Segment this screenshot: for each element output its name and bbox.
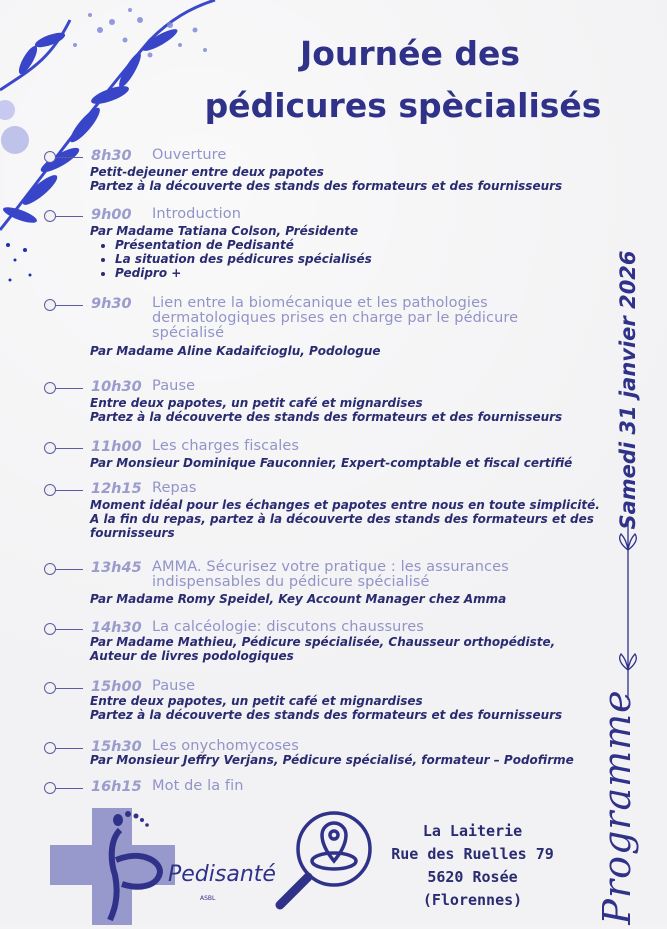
timeline-dot bbox=[44, 782, 56, 794]
item-time: 13h45 bbox=[91, 560, 142, 576]
item-line: Par Madame Aline Kadaifcioglu, Podologue bbox=[90, 344, 381, 358]
item-title: Lien entre la biomécanique et les pathologies dermatologiques prises en charge par le pédicure spécialisé bbox=[152, 295, 519, 341]
item-body bbox=[90, 592, 506, 606]
item-line: Moment idéal pour les échanges et papotes entre nous en toute simplicité. bbox=[90, 498, 600, 512]
bullet-item: • La situation des pédicures spécialisés bbox=[115, 252, 372, 266]
venue-region: (Florennes) bbox=[422, 891, 523, 909]
location-search-icon bbox=[268, 805, 380, 917]
item-time: 15h30 bbox=[91, 739, 142, 755]
logo-name: Pedisanté bbox=[168, 862, 276, 887]
item-title: Mot de la fin bbox=[152, 778, 244, 794]
venue-street: Rue des Ruelles 79 bbox=[391, 845, 554, 863]
item-title: La calcéologie: discutons chaussures bbox=[152, 619, 424, 635]
item-body bbox=[90, 694, 562, 722]
item-line: Par Monsieur Jeffry Verjans, Pédicure spécialisé, formateur – Podofirme bbox=[90, 753, 574, 767]
logo-subtitle: ASBL bbox=[200, 895, 216, 902]
item-body bbox=[90, 635, 555, 663]
timeline-dot bbox=[44, 623, 56, 635]
timeline-dot bbox=[44, 563, 56, 575]
item-body bbox=[90, 224, 372, 280]
item-line: fournisseurs bbox=[90, 526, 175, 540]
timeline-dot bbox=[44, 442, 56, 454]
item-time: 10h30 bbox=[91, 379, 142, 395]
item-title: Ouverture bbox=[152, 147, 227, 163]
item-time: 8h30 bbox=[91, 148, 132, 164]
item-line: Partez à la découverte des stands des formateurs et des fournisseurs bbox=[90, 179, 563, 193]
timeline-dot bbox=[44, 299, 56, 311]
programme-label: Programme bbox=[595, 689, 639, 925]
item-title: Introduction bbox=[152, 206, 242, 222]
venue-city: 5620 Rosée bbox=[427, 868, 518, 886]
item-time: 11h00 bbox=[91, 439, 142, 455]
item-time: 9h30 bbox=[91, 296, 132, 312]
item-body bbox=[90, 753, 574, 767]
item-body bbox=[90, 165, 562, 193]
item-time: 14h30 bbox=[91, 620, 142, 636]
item-body bbox=[90, 498, 600, 540]
item-line: Par Madame Romy Speidel, Key Account Manager chez Amma bbox=[90, 592, 507, 606]
item-line: Par Monsieur Dominique Fauconnier, Expert-comptable et fiscal certifié bbox=[90, 456, 573, 470]
timeline-dot bbox=[44, 484, 56, 496]
item-time: 12h15 bbox=[91, 481, 142, 497]
venue-address bbox=[380, 820, 565, 912]
title-line-2: pédicures spècialisés bbox=[204, 86, 602, 125]
item-bullets bbox=[90, 238, 372, 280]
event-date: Samedi 31 janvier 2026 bbox=[616, 250, 640, 530]
item-title: Les onychomycoses bbox=[152, 738, 299, 754]
timeline-dot bbox=[44, 382, 56, 394]
item-time: 15h00 bbox=[91, 679, 142, 695]
item-line: Par Madame Mathieu, Pédicure spécialisée, Chausseur orthopédiste, bbox=[90, 635, 556, 649]
item-body bbox=[90, 456, 572, 470]
item-title: Les charges fiscales bbox=[152, 438, 299, 454]
item-line: Par Madame Tatiana Colson, Présidente bbox=[90, 224, 359, 238]
item-line: Partez à la découverte des stands des formateurs et des fournisseurs bbox=[90, 708, 563, 722]
item-line: A la fin du repas, partez à la découverte des stands des formateurs et des bbox=[90, 512, 594, 526]
item-line: Petit-dejeuner entre deux papotes bbox=[90, 165, 324, 179]
item-line: Partez à la découverte des stands des formateurs et des fournisseurs bbox=[90, 410, 563, 424]
item-time: 9h00 bbox=[91, 207, 132, 223]
timeline-dot bbox=[44, 210, 56, 222]
page-title bbox=[200, 28, 620, 132]
bullet-item: • Présentation de Pedisanté bbox=[115, 238, 372, 252]
item-title: Repas bbox=[152, 480, 197, 496]
timeline-dot bbox=[44, 682, 56, 694]
item-line: Entre deux papotes, un petit café et mignardises bbox=[90, 396, 423, 410]
pedisante-logo bbox=[50, 800, 276, 925]
item-title: Pause bbox=[152, 678, 196, 694]
title-line-1: Journée des bbox=[299, 34, 521, 73]
item-title: Pause bbox=[152, 378, 196, 394]
timeline-dot bbox=[44, 151, 56, 163]
item-time: 16h15 bbox=[91, 779, 142, 795]
venue-name: La Laiterie bbox=[422, 822, 523, 840]
timeline-dot bbox=[44, 742, 56, 754]
item-line: Entre deux papotes, un petit café et mignardises bbox=[90, 694, 423, 708]
bullet-item: • Pedipro + bbox=[115, 266, 372, 280]
item-title: AMMA. Sécurisez votre pratique : les assurances indispensables du pédicure spécialisé bbox=[152, 559, 509, 590]
sprig-decoration bbox=[615, 520, 641, 700]
item-body bbox=[90, 344, 381, 358]
item-line: Auteur de livres podologiques bbox=[90, 649, 294, 663]
item-body bbox=[90, 396, 562, 424]
